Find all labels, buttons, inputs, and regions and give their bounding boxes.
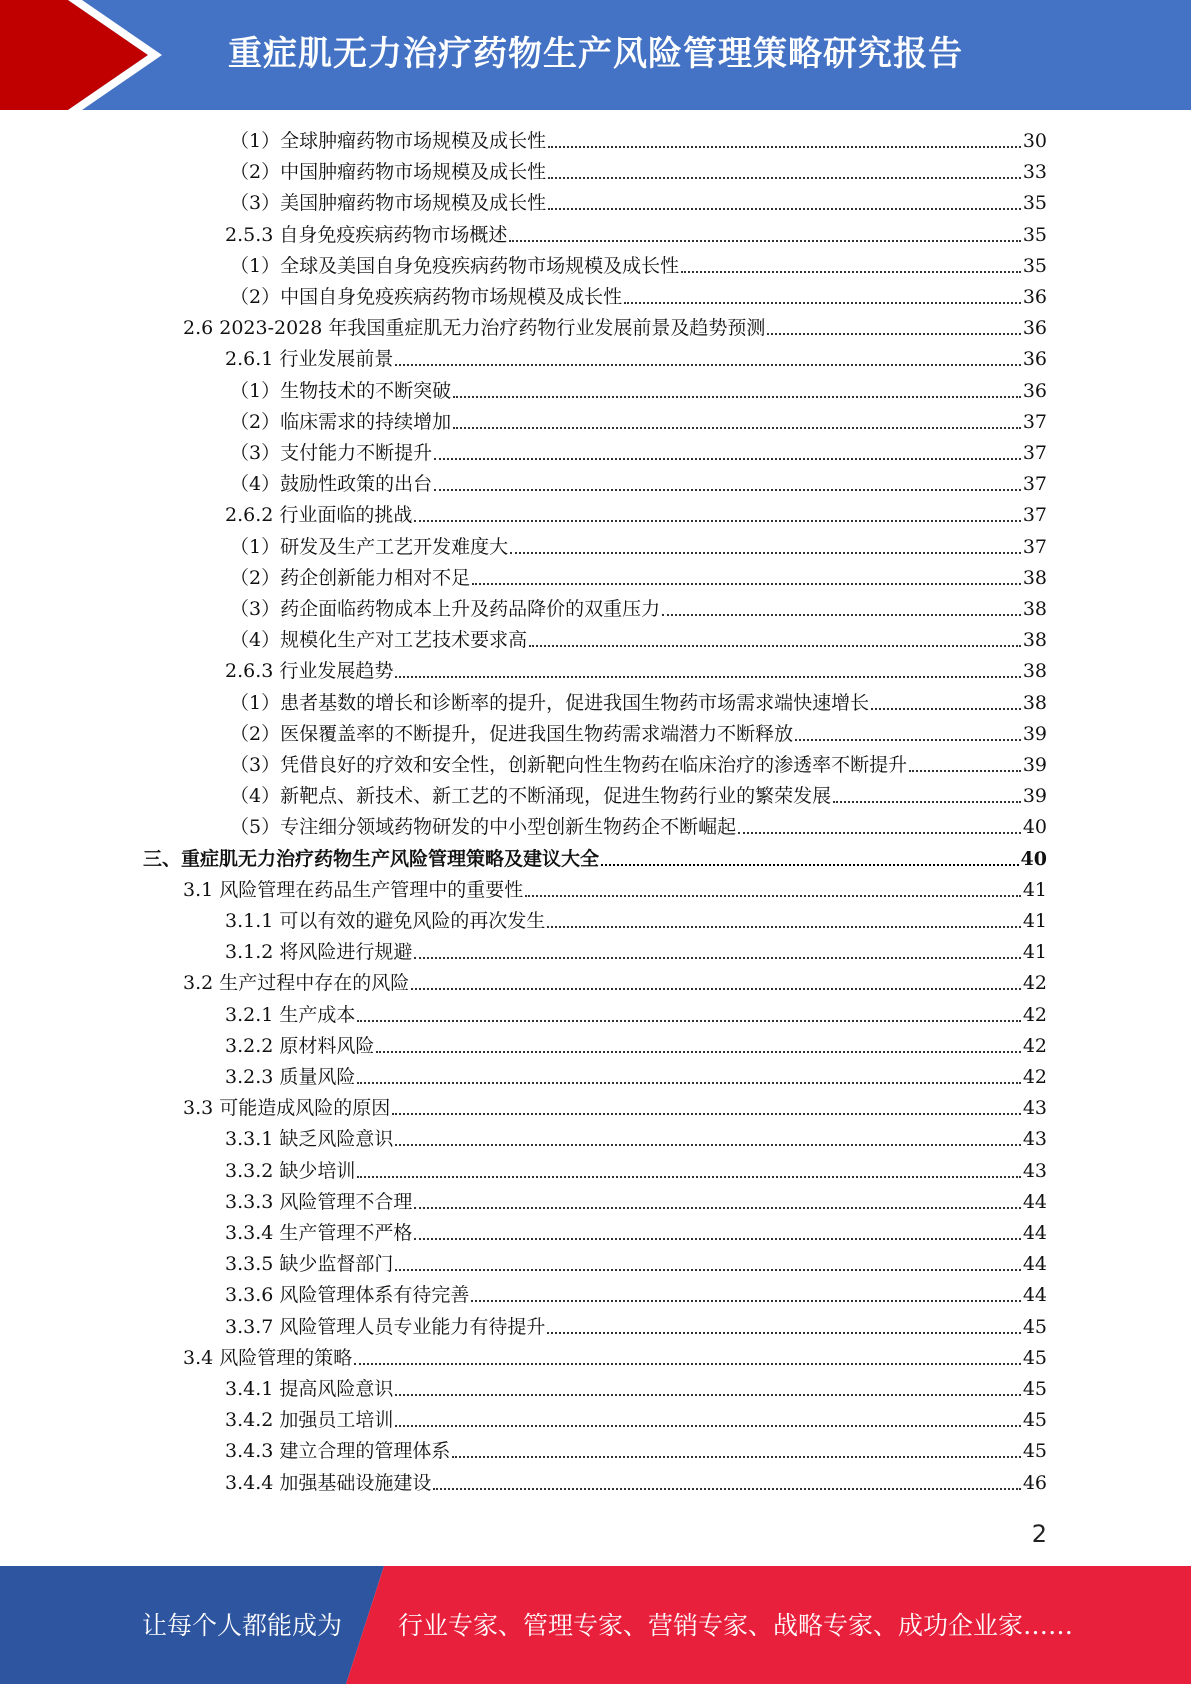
toc-entry-page: 36 bbox=[1022, 317, 1047, 340]
toc-entry-label: （2）医保覆盖率的不断提升，促进我国生物药需求端潜力不断释放 bbox=[230, 722, 794, 745]
toc-entry[interactable] bbox=[230, 252, 1047, 280]
toc-entry[interactable] bbox=[230, 626, 1047, 654]
toc-entry[interactable] bbox=[143, 845, 1047, 873]
toc-entry[interactable] bbox=[225, 1125, 1047, 1153]
toc-entry-page: 33 bbox=[1022, 161, 1047, 184]
toc-entry[interactable] bbox=[225, 221, 1047, 249]
footer-slogan-left: 让每个人都能成为 bbox=[142, 1611, 343, 1640]
toc-entry-label: 3.4.1 提高风险意识 bbox=[225, 1378, 394, 1400]
toc-entry-label: 3.3.3 风险管理不合理 bbox=[225, 1190, 413, 1213]
toc-leader-dots bbox=[414, 957, 1020, 959]
report-title: 重症肌无力治疗药物生产风险管理策略研究报告 bbox=[228, 34, 963, 74]
toc-entry-page: 41 bbox=[1022, 878, 1047, 901]
toc-entry-label: 三、重症肌无力治疗药物生产风险管理策略及建议大全 bbox=[143, 847, 600, 870]
toc-leader-dots bbox=[472, 583, 1021, 585]
toc-entry-page: 42 bbox=[1022, 972, 1047, 995]
toc-entry-page: 37 bbox=[1022, 504, 1047, 527]
toc-entry[interactable] bbox=[225, 1313, 1047, 1341]
toc-entry[interactable] bbox=[225, 1406, 1047, 1434]
toc-leader-dots bbox=[738, 832, 1021, 834]
toc-leader-dots bbox=[681, 271, 1021, 273]
toc-entry[interactable] bbox=[230, 470, 1047, 498]
toc-entry-label: 2.6.3 行业发展趋势 bbox=[225, 660, 394, 683]
toc-leader-dots bbox=[414, 1238, 1020, 1240]
toc-entry-page: 43 bbox=[1022, 1097, 1047, 1120]
toc-entry-page: 44 bbox=[1022, 1190, 1047, 1213]
toc-entry-label: （3）凭借良好的疗效和安全性，创新靶向性生物药在临床治疗的渗透率不断提升 bbox=[230, 754, 908, 776]
toc-leader-dots bbox=[392, 1113, 1021, 1115]
toc-entry[interactable] bbox=[183, 1094, 1047, 1122]
toc-leader-dots bbox=[548, 146, 1021, 148]
toc-leader-dots bbox=[434, 458, 1021, 460]
toc-leader-dots bbox=[414, 520, 1020, 522]
toc-entry-page: 38 bbox=[1022, 629, 1047, 652]
toc-entry-page: 39 bbox=[1022, 754, 1047, 776]
toc-entry[interactable] bbox=[225, 1250, 1047, 1278]
toc-entry-label: （2）临床需求的持续增加 bbox=[230, 410, 452, 433]
toc-entry-page: 45 bbox=[1022, 1409, 1047, 1432]
toc-entry-page: 37 bbox=[1022, 442, 1047, 464]
toc-entry-label: （1）患者基数的增长和诊断率的提升，促进我国生物药市场需求端快速增长 bbox=[230, 691, 870, 714]
toc-entry[interactable] bbox=[225, 1188, 1047, 1216]
toc-entry[interactable] bbox=[225, 938, 1047, 966]
toc-leader-dots bbox=[548, 208, 1021, 210]
toc-entry-label: （4）新靶点、新技术、新工艺的不断涌现，促进生物药行业的繁荣发展 bbox=[230, 785, 832, 808]
toc-entry-page: 40 bbox=[1022, 816, 1047, 839]
page-footer bbox=[0, 1566, 1191, 1684]
toc-entry[interactable] bbox=[225, 1469, 1047, 1497]
toc-entry[interactable] bbox=[230, 377, 1047, 405]
toc-entry[interactable] bbox=[225, 345, 1047, 373]
toc-entry[interactable] bbox=[183, 314, 1047, 342]
toc-leader-dots bbox=[601, 864, 1019, 866]
toc-entry[interactable] bbox=[183, 1344, 1047, 1372]
toc-entry-page: 45 bbox=[1022, 1315, 1047, 1338]
toc-entry[interactable] bbox=[230, 408, 1047, 436]
toc-entry[interactable] bbox=[230, 720, 1047, 748]
toc-leader-dots bbox=[434, 489, 1021, 491]
toc-leader-dots bbox=[357, 1082, 1020, 1084]
toc-leader-dots bbox=[548, 177, 1021, 179]
toc-entry-label: 3.2.2 原材料风险 bbox=[225, 1034, 375, 1057]
toc-entry-page: 36 bbox=[1022, 348, 1047, 371]
toc-leader-dots bbox=[395, 676, 1020, 678]
toc-entry-page: 42 bbox=[1022, 1003, 1047, 1026]
toc-entry[interactable] bbox=[230, 689, 1047, 717]
toc-leader-dots bbox=[395, 1425, 1020, 1427]
toc-entry-page: 45 bbox=[1022, 1346, 1047, 1369]
toc-entry[interactable] bbox=[230, 595, 1047, 623]
toc-entry-label: （1）全球肿瘤药物市场规模及成长性 bbox=[230, 130, 547, 152]
toc-leader-dots bbox=[395, 364, 1020, 366]
toc-entry-page: 37 bbox=[1022, 535, 1047, 558]
toc-entry[interactable] bbox=[225, 907, 1047, 935]
toc-leader-dots bbox=[395, 1394, 1020, 1396]
toc-entry-label: 3.3.5 缺少监督部门 bbox=[225, 1253, 394, 1276]
toc-entry-page: 40 bbox=[1020, 847, 1047, 870]
toc-entry-page: 45 bbox=[1022, 1378, 1047, 1400]
toc-entry-label: 3.3.2 缺少培训 bbox=[225, 1159, 356, 1182]
toc-entry-page: 43 bbox=[1022, 1159, 1047, 1182]
toc-entry-label: 3.3.6 风险管理体系有待完善 bbox=[225, 1284, 470, 1307]
toc-entry-label: 3.3.7 风险管理人员专业能力有待提升 bbox=[225, 1315, 546, 1338]
toc-entry[interactable] bbox=[183, 876, 1047, 904]
toc-entry-page: 44 bbox=[1022, 1284, 1047, 1307]
toc-entry-label: （2）中国自身免疫疾病药物市场规模及成长性 bbox=[230, 286, 623, 308]
toc-entry[interactable] bbox=[225, 1219, 1047, 1247]
toc-entry-label: （2）药企创新能力相对不足 bbox=[230, 566, 471, 589]
toc-entry[interactable] bbox=[225, 501, 1047, 529]
toc-leader-dots bbox=[547, 1332, 1020, 1334]
toc-entry-page: 44 bbox=[1022, 1253, 1047, 1276]
toc-entry-label: 2.5.3 自身免疫疾病药物市场概述 bbox=[225, 223, 508, 246]
toc-entry[interactable] bbox=[225, 1375, 1047, 1403]
toc-entry-page: 42 bbox=[1022, 1034, 1047, 1057]
toc-entry[interactable] bbox=[225, 1437, 1047, 1465]
toc-leader-dots bbox=[414, 1207, 1020, 1209]
toc-entry-page: 38 bbox=[1022, 566, 1047, 589]
toc-entry[interactable] bbox=[225, 1157, 1047, 1185]
page-header bbox=[0, 0, 1191, 110]
toc-entry-label: 3.1.1 可以有效的避免风险的再次发生 bbox=[225, 910, 546, 932]
toc-leader-dots bbox=[453, 396, 1021, 398]
toc-leader-dots bbox=[767, 333, 1020, 335]
toc-entry-label: 3.4 风险管理的策略 bbox=[183, 1346, 353, 1369]
toc-leader-dots bbox=[525, 895, 1021, 897]
toc-entry-page: 39 bbox=[1022, 722, 1047, 745]
toc-entry-page: 38 bbox=[1022, 691, 1047, 714]
toc-entry-label: 3.3 可能造成风险的原因 bbox=[183, 1097, 391, 1120]
toc-entry-label: 3.2.3 质量风险 bbox=[225, 1066, 356, 1088]
toc-entry-page: 37 bbox=[1022, 473, 1047, 496]
toc-entry-label: 3.3.4 生产管理不严格 bbox=[225, 1222, 413, 1244]
footer-slogan-right: 行业专家、管理专家、营销专家、战略专家、成功企业家…… bbox=[398, 1611, 1074, 1640]
toc-entry-label: 2.6.2 行业面临的挑战 bbox=[225, 504, 413, 527]
toc-entry-page: 46 bbox=[1022, 1471, 1047, 1494]
toc-entry[interactable] bbox=[225, 1032, 1047, 1060]
toc-leader-dots bbox=[510, 552, 1021, 554]
toc-entry[interactable] bbox=[230, 782, 1047, 810]
toc-leader-dots bbox=[509, 240, 1020, 242]
toc-entry-label: 3.4.2 加强员工培训 bbox=[225, 1409, 394, 1432]
toc-entry-page: 43 bbox=[1022, 1128, 1047, 1151]
toc-leader-dots bbox=[357, 1020, 1020, 1022]
toc-entry[interactable] bbox=[230, 533, 1047, 561]
toc-entry-label: （5）专注细分领域药物研发的中小型创新生物药企不断崛起 bbox=[230, 816, 737, 839]
toc-leader-dots bbox=[395, 1269, 1020, 1271]
page-number: 2 bbox=[1031, 1520, 1047, 1548]
toc-leader-dots bbox=[357, 1176, 1020, 1178]
toc-leader-dots bbox=[453, 427, 1021, 429]
toc-entry-label: 3.1.2 将风险进行规避 bbox=[225, 941, 413, 964]
toc-entry-label: （1）生物技术的不断突破 bbox=[230, 379, 452, 402]
toc-entry-label: （3）支付能力不断提升 bbox=[230, 442, 433, 464]
toc-entry-label: （4）规模化生产对工艺技术要求高 bbox=[230, 629, 528, 652]
toc-entry[interactable] bbox=[183, 969, 1047, 997]
toc-leader-dots bbox=[547, 926, 1020, 928]
toc-entry-label: 3.4.4 加强基础设施建设 bbox=[225, 1471, 432, 1494]
toc-entry-page: 41 bbox=[1022, 941, 1047, 964]
toc-entry-label: 2.6.1 行业发展前景 bbox=[225, 348, 394, 371]
toc-entry-label: 3.4.3 建立合理的管理体系 bbox=[225, 1440, 451, 1463]
toc-leader-dots bbox=[529, 645, 1021, 647]
toc-leader-dots bbox=[354, 1363, 1021, 1365]
toc-entry[interactable] bbox=[230, 439, 1047, 467]
toc-entry-label: （2）中国肿瘤药物市场规模及成长性 bbox=[230, 161, 547, 184]
toc-entry[interactable] bbox=[225, 1063, 1047, 1091]
toc-leader-dots bbox=[795, 739, 1021, 741]
toc-entry[interactable] bbox=[230, 158, 1047, 186]
toc-leader-dots bbox=[471, 1300, 1020, 1302]
toc-leader-dots bbox=[452, 1456, 1020, 1458]
toc-entry-label: 3.1 风险管理在药品生产管理中的重要性 bbox=[183, 878, 524, 901]
toc-entry-page: 30 bbox=[1022, 130, 1047, 152]
toc-leader-dots bbox=[376, 1051, 1020, 1053]
toc-entry-page: 38 bbox=[1022, 660, 1047, 683]
toc-leader-dots bbox=[833, 801, 1021, 803]
toc-leader-dots bbox=[662, 614, 1021, 616]
toc-leader-dots bbox=[624, 302, 1021, 304]
toc-entry-label: （1）研发及生产工艺开发难度大 bbox=[230, 535, 509, 558]
toc-entry-page: 39 bbox=[1022, 785, 1047, 808]
toc-entry-label: （3）药企面临药物成本上升及药品降价的双重压力 bbox=[230, 598, 661, 620]
toc-entry[interactable] bbox=[225, 1001, 1047, 1029]
toc-leader-dots bbox=[433, 1488, 1020, 1490]
toc-entry[interactable] bbox=[230, 127, 1047, 155]
toc-entry-label: （4）鼓励性政策的出台 bbox=[230, 473, 433, 496]
toc-entry-page: 37 bbox=[1022, 410, 1047, 433]
toc-leader-dots bbox=[871, 708, 1021, 710]
toc-entry-label: （3）美国肿瘤药物市场规模及成长性 bbox=[230, 192, 547, 215]
toc-entry[interactable] bbox=[225, 1281, 1047, 1309]
toc-entry-page: 44 bbox=[1022, 1222, 1047, 1244]
toc-entry-page: 35 bbox=[1022, 192, 1047, 215]
toc-entry-page: 41 bbox=[1022, 910, 1047, 932]
toc-entry-label: 3.3.1 缺乏风险意识 bbox=[225, 1128, 394, 1151]
toc-leader-dots bbox=[909, 770, 1021, 772]
toc-leader-dots bbox=[395, 1144, 1020, 1146]
toc-entry-page: 45 bbox=[1022, 1440, 1047, 1463]
toc-leader-dots bbox=[411, 988, 1021, 990]
toc-entry-label: 3.2 生产过程中存在的风险 bbox=[183, 972, 410, 995]
toc-entry[interactable] bbox=[230, 751, 1047, 779]
toc-entry-page: 35 bbox=[1022, 254, 1047, 277]
toc-entry[interactable] bbox=[230, 283, 1047, 311]
toc-entry-label: （1）全球及美国自身免疫疾病药物市场规模及成长性 bbox=[230, 254, 680, 277]
toc-entry[interactable] bbox=[230, 564, 1047, 592]
toc-entry[interactable] bbox=[225, 657, 1047, 685]
toc-entry-label: 2.6 2023-2028 年我国重症肌无力治疗药物行业发展前景及趋势预测 bbox=[183, 317, 766, 340]
toc-entry-page: 42 bbox=[1022, 1066, 1047, 1088]
toc-entry-page: 36 bbox=[1022, 286, 1047, 308]
toc-entry[interactable] bbox=[230, 189, 1047, 217]
toc-entry[interactable] bbox=[230, 813, 1047, 841]
toc-entry-label: 3.2.1 生产成本 bbox=[225, 1003, 356, 1026]
toc-entry-page: 36 bbox=[1022, 379, 1047, 402]
toc-entry-page: 35 bbox=[1022, 223, 1047, 246]
toc-entry-page: 38 bbox=[1022, 598, 1047, 620]
